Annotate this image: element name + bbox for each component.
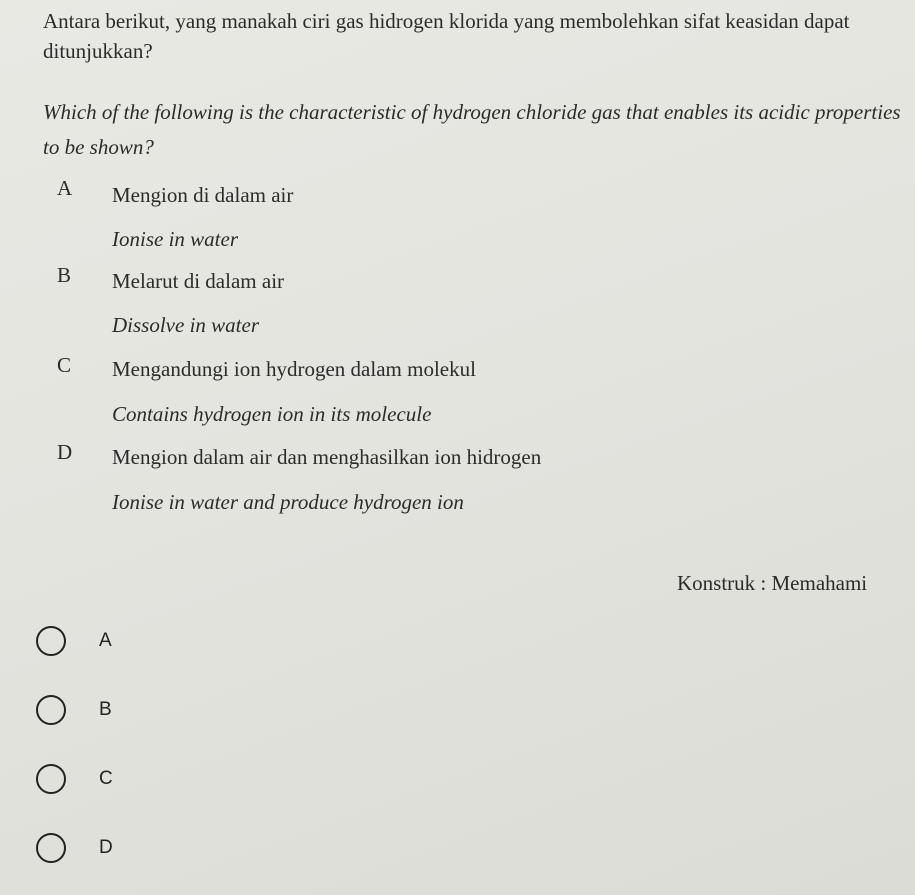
answer-choice-a[interactable] bbox=[36, 621, 236, 661]
option-text-malay: Mengandungi ion hydrogen dalam molekul bbox=[112, 357, 476, 381]
option-letter: C bbox=[57, 353, 72, 377]
option-letter: A bbox=[57, 176, 73, 200]
option-text-english: Ionise in water bbox=[112, 227, 238, 251]
radio-button[interactable] bbox=[36, 764, 66, 794]
answer-choice-label: D bbox=[99, 837, 113, 858]
radio-button[interactable] bbox=[36, 626, 66, 656]
option-text-malay: Melarut di dalam air bbox=[112, 269, 285, 293]
radio-button[interactable] bbox=[36, 833, 66, 863]
answer-choice-label: C bbox=[99, 768, 113, 789]
option-text-malay: Mengion di dalam air bbox=[112, 183, 294, 207]
radio-button[interactable] bbox=[36, 695, 66, 725]
option-letter: D bbox=[57, 440, 73, 464]
construct-label: Konstruk : Memahami bbox=[677, 571, 868, 595]
option-text-english: Dissolve in water bbox=[112, 313, 259, 337]
question-text-malay: Antara berikut, yang manakah ciri gas hidrogen klorida yang membolehkan sifat keasidan dapat ditunjukkan? bbox=[43, 9, 850, 63]
question-text-english: Which of the following is the characteristic of hydrogen chloride gas that enables its acidic properties to be shown? bbox=[43, 100, 901, 159]
option-text-english: Ionise in water and produce hydrogen ion bbox=[112, 490, 464, 514]
answer-choice-b[interactable] bbox=[36, 690, 236, 730]
option-text-english: Contains hydrogen ion in its molecule bbox=[112, 402, 432, 426]
answer-choice-label: B bbox=[99, 699, 112, 720]
answer-choice-c[interactable] bbox=[36, 759, 236, 799]
option-text-malay: Mengion dalam air dan menghasilkan ion hidrogen bbox=[112, 445, 542, 469]
option-letter: B bbox=[57, 263, 72, 287]
answer-choice-d[interactable] bbox=[36, 828, 236, 868]
answer-choice-label: A bbox=[99, 630, 112, 651]
